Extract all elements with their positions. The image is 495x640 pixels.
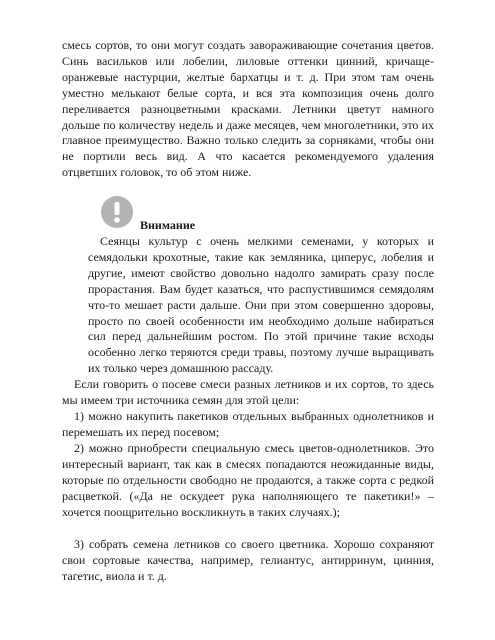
- callout-title: Внимание: [140, 218, 196, 232]
- callout-body: Сеянцы культур с очень мелкими семенами, у которых и семядольки крохотные, такие как земляника, циперус, лобелия и другие, имеют свойство довольно надолго замирать сразу после прорастания. Вам будет казаться, что распустившимся семядолям что-то мешает расти дальше. Они при этом совершенно здоровы, просто по своей особенности им необходимо дольше набираться сил перед дальнейшим ростом. По этой причине такие всходы особенно легко теряются среди травы, поэтому лучше выращивать их только через домашнюю рассаду.: [88, 234, 434, 376]
- list-item-2: 2) можно приобрести специальную смесь цветов-однолетников. Это интересный вариант, так как в смесях попадаются неожиданные виды, которые по отдельности свободно не продаются, а также сорта с редкой расцветкой. («Да не оскудеет рука наполняющего те пакетики!» – хочется поощрительно воскликнуть в таких случаях.);: [62, 441, 434, 519]
- list-item-3: 3) собрать семена летников со своего цветника. Хорошо сохраняют свои сортовые качества, например, гелиантус, антирринум, цинния, тагетис, виола и т. д.: [62, 537, 434, 583]
- exclamation-icon: [101, 196, 133, 228]
- seed-sources-intro: Если говорить о посеве смеси разных летников и их сортов, то здесь мы имеем три источника семян для этой цели:: [62, 377, 434, 407]
- intro-paragraph: смесь сортов, то они могут создать завораживающие сочетания цветов. Синь васильков или лобелии, лиловые оттенки цинний, кричаще-оранжевые настурции, желтые бархатцы и т. д. При этом там очень уместно мелькают белые сорта, и вся эта композиция очень долго переливается разноцветными красками. Летники цветут намного дольше по количеству недель и даже месяцев, чем многолетники, это их главное преимущество. Важно только следить за сорняками, чтобы они не портили весь вид. А что касается рекомендуемого удаления отцветших головок, то об этом ниже.: [62, 38, 434, 180]
- list-item-1: 1) можно накупить пакетиков отдельных выбранных однолетников и перемешать их перед посевом;: [62, 409, 434, 439]
